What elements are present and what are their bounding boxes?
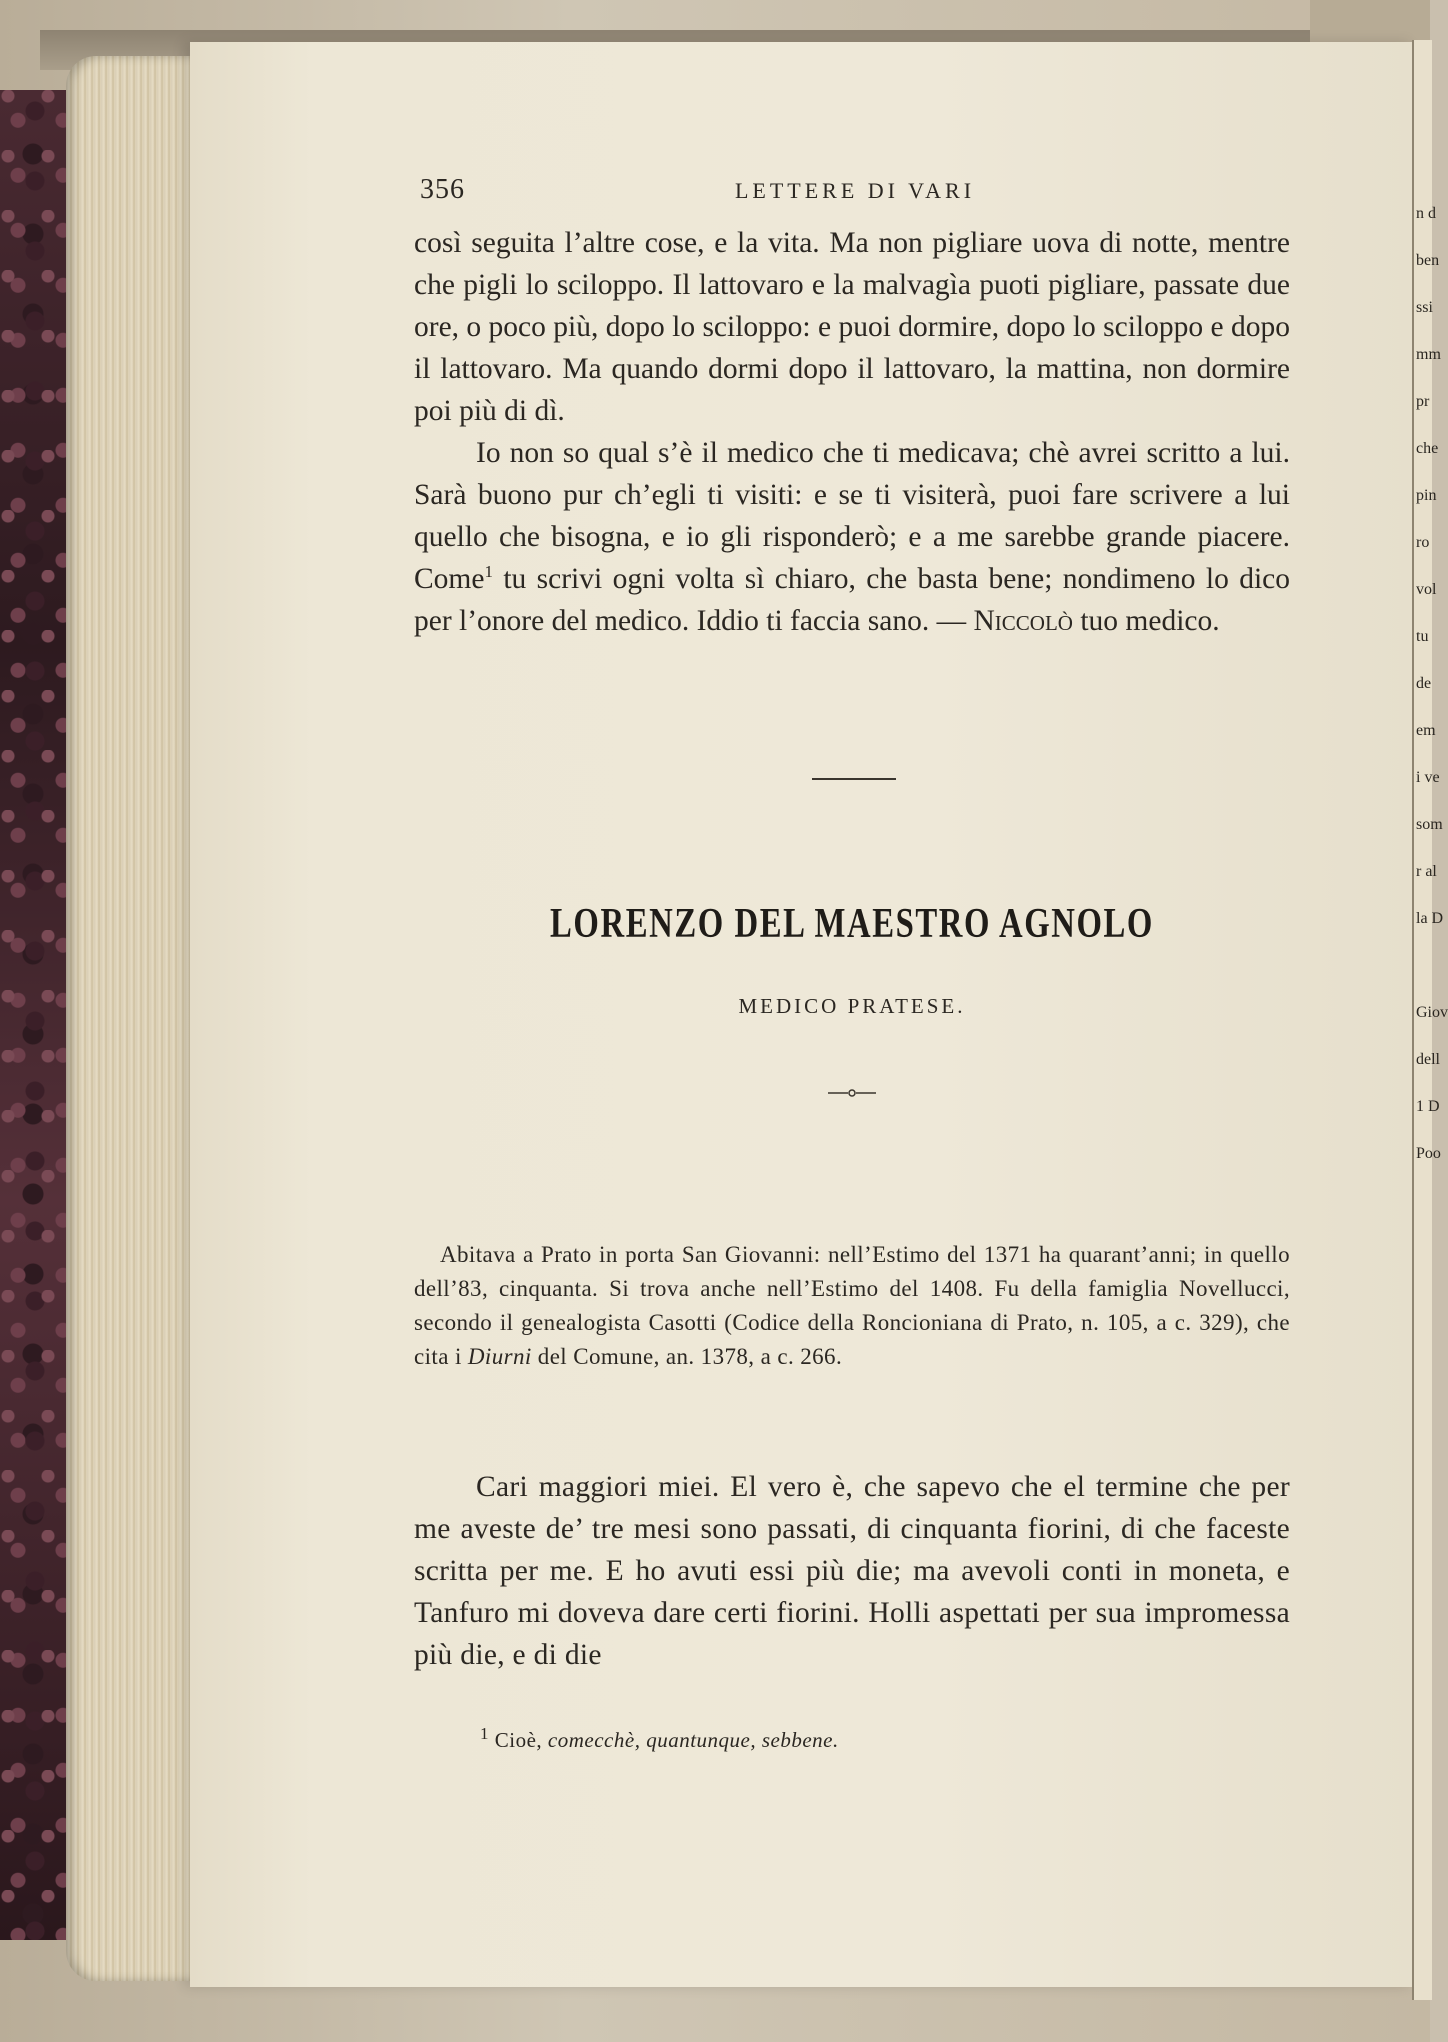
facing-page-fragment: ro bbox=[1416, 534, 1430, 551]
facing-page-fragment: ssi bbox=[1416, 299, 1433, 316]
facing-page-fragment: de bbox=[1416, 675, 1432, 692]
facing-page-fragment: i ve bbox=[1416, 769, 1440, 786]
letter-body bbox=[414, 1466, 1290, 1676]
facing-page-fragment: n d bbox=[1416, 205, 1436, 222]
facing-page-fragment: 1 D bbox=[1416, 1098, 1440, 1115]
facing-page-fragment: che bbox=[1416, 440, 1439, 457]
paragraph-medico-text-cont: tu scrivi ogni volta sì chiaro, che basta bene; nondimeno lo dico per l’onore del medico. Iddio ti faccia sano. — bbox=[414, 563, 1290, 637]
running-head-title: LETTERE DI VARI bbox=[734, 178, 976, 203]
paragraph-medico-text: Io non so qual s’è il medico che ti medicava; chè avrei scritto a lui. Sarà buono pur ch’egli ti visiti: e se ti visiterà, puoi fare scrivere a lui quello che bisogna, e io gli risponderò; e a me sarebbe grande piacere. Come bbox=[414, 437, 1290, 595]
running-head bbox=[420, 174, 1290, 210]
footnote-mark: 1 bbox=[480, 1724, 489, 1743]
footnote-lead: Cioè, bbox=[489, 1728, 548, 1752]
page-number: 356 bbox=[420, 174, 465, 205]
facing-page-fragment: Giov bbox=[1416, 1004, 1448, 1021]
facing-page-fragment: em bbox=[1416, 722, 1436, 739]
facing-page-fragment: tu bbox=[1416, 628, 1429, 645]
marbled-binding bbox=[0, 90, 71, 1940]
facing-page-fragment: Poo bbox=[1416, 1145, 1441, 1162]
facing-page-fragment: pr bbox=[1416, 393, 1430, 410]
signature: Niccolò bbox=[973, 605, 1073, 637]
letter-paragraph: Cari maggiori miei. El vero è, che sapevo che el termine che per me aveste de’ tre mesi sono passati, di cinquanta fiorini, di che faceste scritta per me. E ho avuti essi più die; ma avevoli conti in moneta, e Tanfuro mi doveva dare certi fiorini. Holli aspettati per sua impromessa più die, e di die bbox=[414, 1471, 1290, 1671]
footnote bbox=[480, 1724, 839, 1753]
facing-page-fragment: ben bbox=[1416, 252, 1440, 269]
closing: tuo medico. bbox=[1072, 605, 1220, 637]
paragraph-continuation: così seguita l’altre cose, e la vita. Ma non pigliare uova di notte, mentre che pigli lo sciloppo. Il lattovaro e la malvagìa puoti pigliare, passate due ore, o poco più, dopo lo sciloppo: e puoi dormire, dopo lo sciloppo e dopo il lattovaro. Ma quando dormi dopo il lattovaro, la mattina, non dormire poi più di dì. bbox=[414, 227, 1290, 427]
biographical-note bbox=[414, 1238, 1290, 1374]
biographical-note-italic: Diurni bbox=[467, 1344, 532, 1369]
footnote-reference: 1 bbox=[484, 562, 493, 582]
footnote-italic: comecchè, quantunque, sebbene. bbox=[547, 1728, 839, 1752]
section-divider-rule bbox=[812, 778, 896, 780]
biographical-note-text bbox=[414, 1238, 1290, 1374]
body-text-top bbox=[414, 222, 1290, 642]
facing-page-fragment: vol bbox=[1416, 581, 1437, 598]
section-title: LORENZO DEL MAESTRO AGNOLO bbox=[550, 901, 1154, 947]
facing-page-fragment: mm bbox=[1416, 346, 1441, 363]
biographical-note-part1: Abitava a Prato in porta San Giovanni: nell’Estimo del 1371 ha quarant’anni; in quello dell’83, cinquanta. Si trova anche nell’Estimo del 1408. Fu della famiglia Novellucci, secondo il genealogista Casotti (Codice della Roncioniana di Prato, n. 105, a c. 329), che cita i bbox=[414, 1242, 1290, 1369]
facing-page-sliver bbox=[1412, 40, 1448, 2000]
biographical-note-part2: del Comune, an. 1378, a c. 266. bbox=[531, 1344, 843, 1369]
facing-page-fragment: la D bbox=[1416, 910, 1444, 927]
facing-page-fragment bbox=[1416, 942, 1432, 989]
cover-corner bbox=[1310, 0, 1430, 42]
facing-page-fragment: pin bbox=[1416, 487, 1437, 504]
paragraph-medico bbox=[414, 432, 1290, 642]
facing-page-fragment: r al bbox=[1416, 863, 1437, 880]
section-subtitle: MEDICO PRATESE. bbox=[738, 994, 966, 1018]
ornament-icon bbox=[828, 1088, 876, 1098]
facing-page-fragment: dell bbox=[1416, 1051, 1440, 1068]
facing-page-fragment: som bbox=[1416, 816, 1443, 833]
